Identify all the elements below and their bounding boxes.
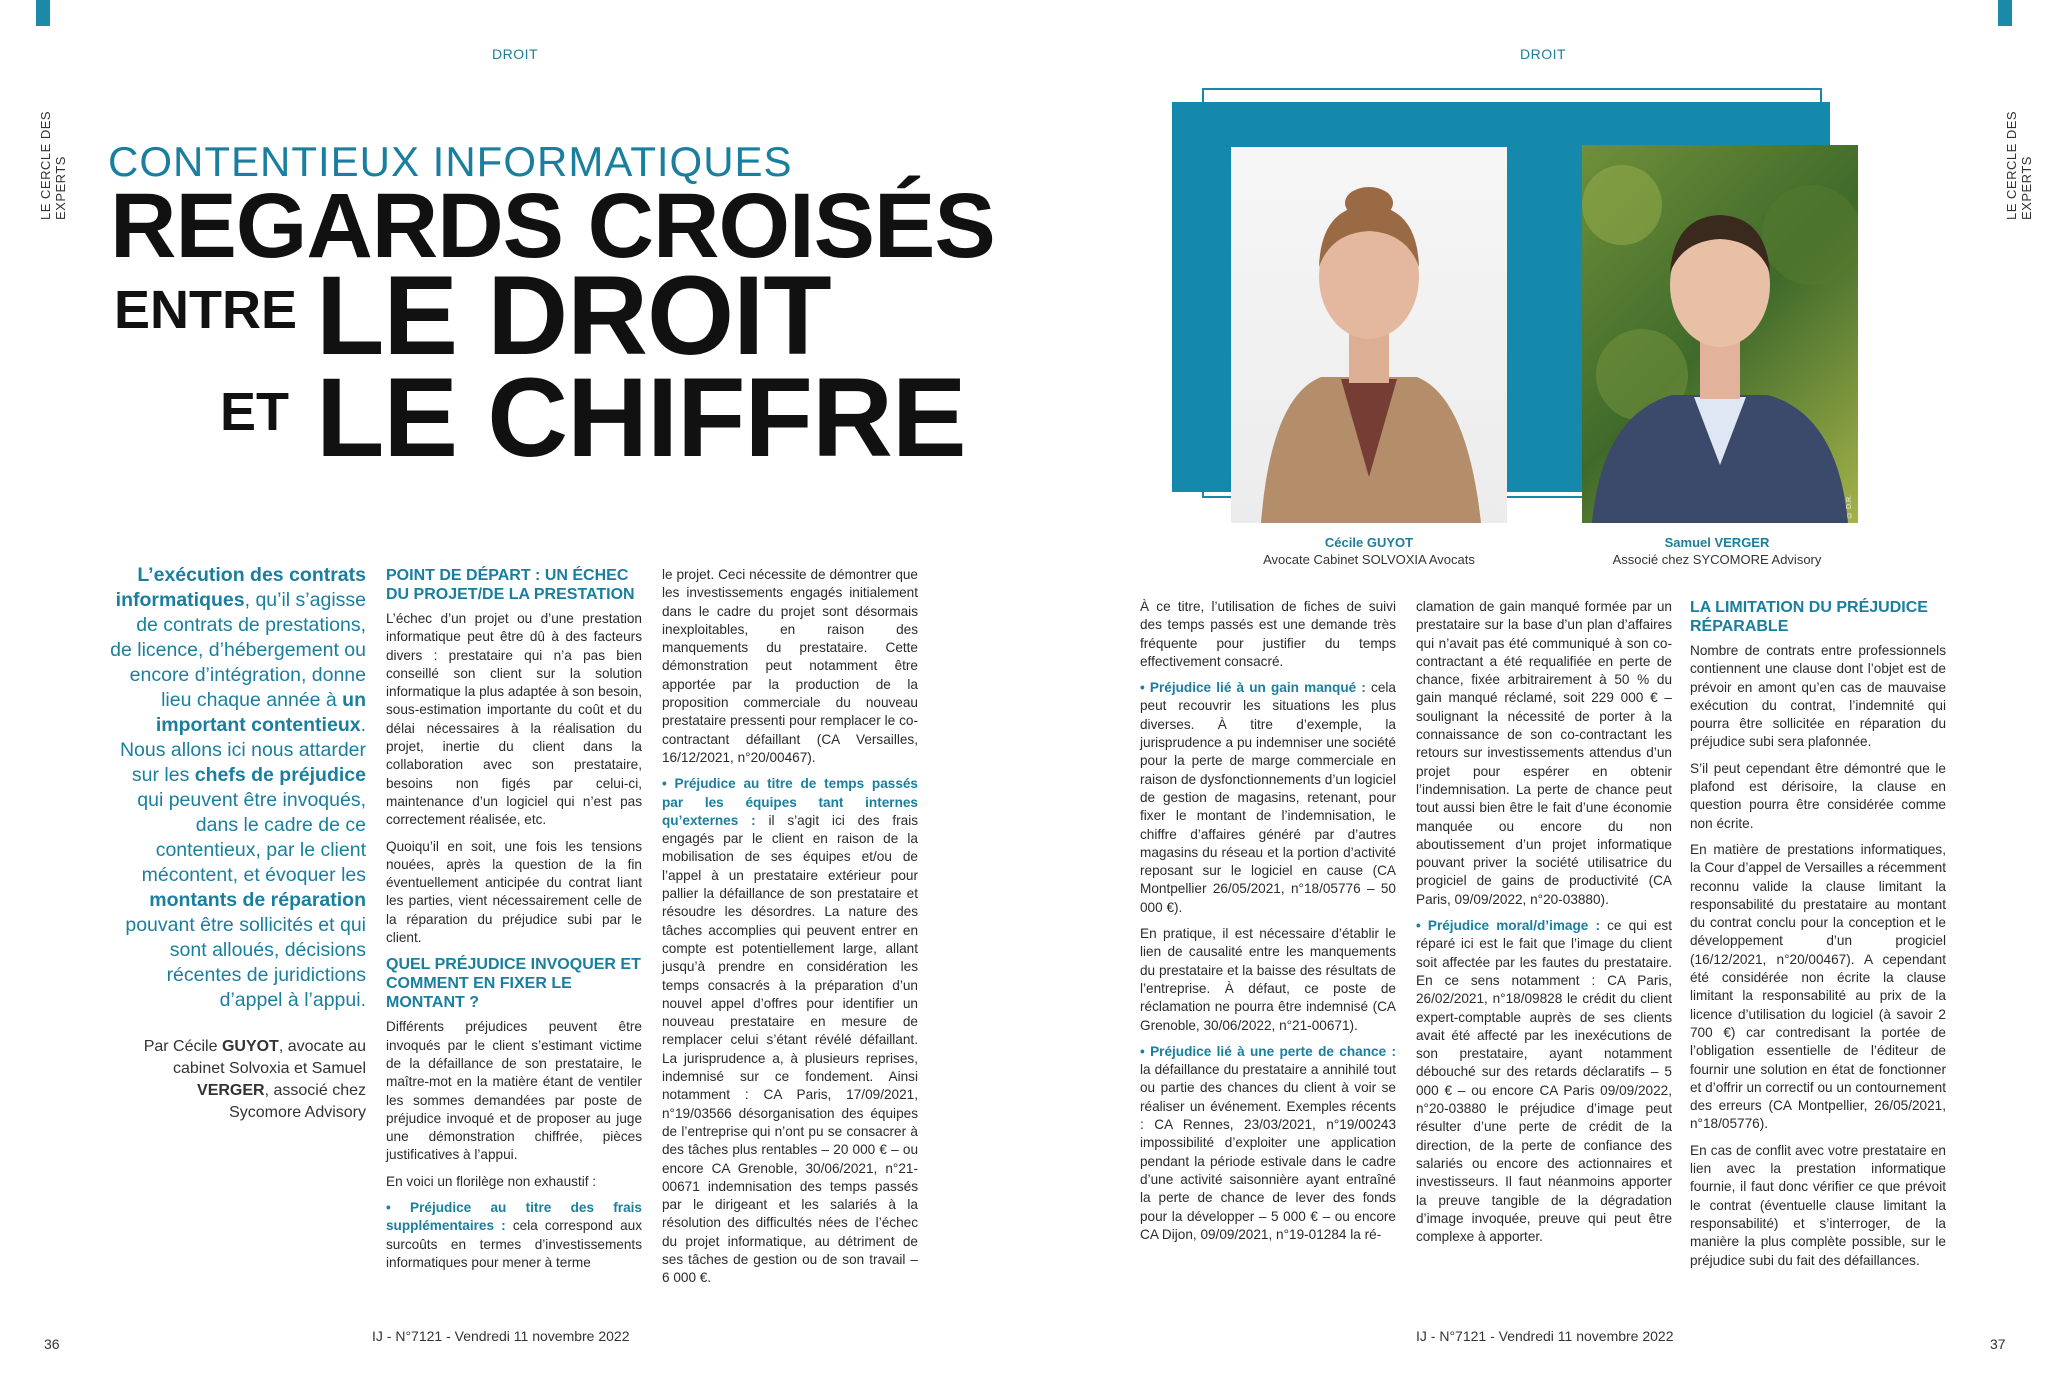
portrait-samuel-verger [1582,145,1858,523]
text-run: , associé chez Sycomore Advisory [229,1082,366,1121]
text-run: À ce titre, l’utilisation de fiches de suivi des temps passés est une demande très fréquente pour justifier du temps effectivement consacré. [1140,599,1396,669]
column-4 [1416,598,1672,1254]
paragraph [1690,642,1946,752]
text-run: clamation de gain manqué formée par un prestataire sur la base d’un plan d’affaires qui n’avait pas été communiqué à son co-contractant a été requalifiée en perte de chance, fixée arbitrairement à 50 % du gain manqué réclamé, soit 229 000 € – soulignant la nécessité de porter à la connaissance de son co-contractant les retours sur investissements attendus d’un projet pour espérer en obtenir l’indemnisation. La perte de chance peut tout aussi bien être le fait d’une économie manquée ou encore du non aboutissement d’un projet informatique pouvant priver la société utilisatrice du progiciel de gains de productivité (CA Paris, 09/09/2022, n°20-03880). [1416,599,1672,907]
running-head-right: LE CERCLE DES EXPERTS [2004,110,2034,220]
paragraph [1690,841,1946,1134]
text-run: S’il peut cependant être démontré que le plafond est dérisoire, la clause en question pourra être considérée comme non écrite. [1690,760,1946,831]
photo-credit-1: © D.R. [1496,495,1503,518]
text-run: pouvant être sollicités et qui sont alloués, décisions récentes de juridictions d’appel à l’appui. [125,914,366,1011]
issue-line-right: IJ - N°7121 - Vendredi 11 novembre 2022 [1416,1328,1674,1344]
keyword: • Préjudice lié à une perte de chance : [1140,1043,1396,1059]
text-run: cela peut recouvrir les situations les plus diverses. À titre d’exemple, la jurisprudence a pu indemniser une société pour la perte de marge commerciale en raison de dysfonctionnements d’un logiciel de gestion de magasins, retenant, pour fixer le montant de l’indemnisation, le chiffre d’affaires généré par d’autres magasins du réseau et la portion d’activité reposant sur le logiciel en cause (CA Montpellier 26/05/2021, n°18/05776 – 50 000 €). [1140,680,1396,915]
emphasis-text: VERGER [197,1082,265,1099]
page-number-left: 36 [44,1336,60,1352]
keyword: • Préjudice au titre des frais supplémentaires : [386,1200,642,1234]
running-head-left: LE CERCLE DES EXPERTS [38,110,68,220]
title-word-et: ET [220,382,290,442]
paragraph [1690,1142,1946,1270]
issue-line-left: IJ - N°7121 - Vendredi 11 novembre 2022 [372,1328,630,1344]
caption-samuel-verger [1572,534,1862,568]
section-label-right: DROIT [1520,46,1567,62]
right-page-tab [1998,0,2012,26]
intro-paragraph [110,563,366,1013]
paragraph [386,610,642,830]
text-run: qui peuvent être invoqués, dans le cadre de ce contentieux, par le client mécontent, et évoquer les [137,789,366,886]
text-run: il s’agit ici des frais engagés par le client en raison de la mobilisation de ses équipes et/ou de l’appel à un prestataire extérieur pour pallier la défaillance de son prestataire et résoudre les désordres. La nature des tâches accomplies qui peuvent entrer en compte est potentiellement large, allant jusqu’à prendre en considération les temps consacrés à la préparation d’un nouvel appel d’offres pour identifier un nouveau prestataire en mesure de remplacer celui s’étant révélé défaillant. La jurisprudence a, à plusieurs reprises, indemnisé sur ce fondement. Ainsi notamment : CA Paris, 17/09/2021, n°19/03566 désorganisation des équipes de l’entreprise qui n’ont pu se consacrer à des tâches plus rentables – 20 000 € – ou encore CA Grenoble, 30/06/2021, n°21-00671 indemnisation des temps passés par le dirigeant et les salariés à la résolution des difficultés nées de l’échec du projet informatique, au détriment de ses tâches de gestion ou de son travail – 6 000 €. [662,812,919,1286]
paragraph [1416,917,1672,1246]
paragraph [1140,598,1396,671]
text-run: En voici un florilège non exhaustif : [386,1173,597,1189]
paragraph [1690,760,1946,833]
column-heading: LA LIMITATION DU PRÉJUDICE RÉPARABLE [1690,599,1928,635]
paragraph [662,566,918,767]
column-heading: QUEL PRÉJUDICE INVOQUER ET COMMENT EN FIXER LE MONTANT ? [386,956,641,1012]
column-2 [662,566,918,1296]
left-page-tab [36,0,50,26]
emphasis-text: L’exécution des contrats informatiques [115,564,366,611]
portrait-cecile-guyot [1231,147,1507,523]
text-run: , avocate au cabinet Solvoxia et Samuel [173,1038,366,1077]
caption-name: Samuel VERGER [1664,535,1770,550]
text-run: En matière de prestations informatiques, la Cour d’appel de Versailles a récemment reconnu valide la clause limitant la responsabilité du prestataire au montant du contrat conclu pour la conception et le développement d’un progiciel (16/12/2021, n°20/00467). A cependant été considérée non écrite la clause limitant la responsabilité au prix de la licence d’utilisation du logiciel (à savoir 2 700 €) car contredisant la portée de l’obligation essentielle de l’éditeur de fournir une solution en état de fonctionner et d’offrir un correctif ou un contournement des erreurs (CA Montpellier, 26/05/2021, n°18/05776). [1690,841,1946,1132]
paragraph [386,838,642,948]
text-run: En cas de conflit avec votre prestataire en lien avec la prestation informatique fournie, il faut donc vérifier ce que prévoit le contrat (éventuelle clause limitant la responsabilité) et s’interroger, de la manière la plus complète possible, sur le préjudice subi du fait des défaillances. [1690,1142,1946,1268]
title-line-3: LE CHIFFRE [316,355,966,480]
emphasis-text: un important contentieux [155,689,366,736]
photo-credit-2: © D.R. [1846,495,1853,518]
paragraph [662,775,918,1287]
text-run: la défaillance du prestataire a annihilé tout ou partie des chances du client à voir se réaliser un événement. Exemples récents : CA Rennes, 23/03/2021, n°19/00243 impossibilité d’exploiter une application pendant la période estivale dans le cadre d’une activité saisonnière ayant entraîné la perte de chance de lever des fonds pour la développer – 5 000 € – ou encore CA Dijon, 09/09/2021, n°19-01284 la ré- [1140,1062,1396,1242]
title-word-entre: ENTRE [114,280,298,340]
column-5 [1690,598,1946,1278]
caption-role: Avocate Cabinet SOLVOXIA Avocats [1263,552,1475,567]
emphasis-text: GUYOT [221,1038,279,1055]
emphasis-text: montants de réparation [149,889,366,911]
text-run: le projet. Ceci nécessite de démontrer que les investissements engagés initialement dans le cadre du projet sont désormais inexploitables, en raison des manquements du prestataire. Cette démonstration peut notamment être apportée par la production de la proposition commerciale du nouveau prestataire pressenti pour remplacer le co-contractant défaillant (CA Versailles, 16/12/2021, n°20/00467). [662,567,918,765]
section-label-left: DROIT [492,46,539,62]
caption-name: Cécile GUYOT [1324,535,1414,550]
keyword: • Préjudice lié à un gain manqué : [1140,680,1366,696]
paragraph [386,1173,642,1191]
paragraph [386,1018,642,1164]
column-3 [1140,598,1396,1252]
keyword: • Préjudice au titre de temps passés par les équipes tant internes qu’externes : [662,776,918,828]
text-run: En pratique, il est nécessaire d’établir le lien de causalité entre les manquements du prestataire et la baisse des résultats de l’entreprise. À défaut, ce poste de réclamation ne pourra être indemnisé (CA Grenoble, 30/06/2022, n°21-00671). [1140,926,1396,1033]
text-run: cela correspond aux surcoûts en termes d’investissements informatiques pour mener à terme [386,1218,642,1270]
text-run: . Nous allons ici nous attarder sur les [119,714,366,786]
text-run: Quoiqu’il en soit, une fois les tensions nouées, après la question de la fin éventuellement anticipée du contrat liant les parties, vient nécessairement celle de la réparation du préjudice subi par le client. [386,838,642,946]
column-1 [386,566,642,1280]
paragraph [1140,1043,1396,1244]
paragraph [1140,679,1396,917]
keyword: • Préjudice moral/d’image : [1416,918,1601,934]
title-line-1: REGARDS CROISÉS [110,175,995,277]
emphasis-text: chefs de préjudice [194,764,366,786]
caption-role: Associé chez SYCOMORE Advisory [1612,552,1822,567]
text-run: Par Cécile [143,1038,222,1055]
paragraph [1416,598,1672,909]
paragraph [1140,925,1396,1035]
text-run: , qu’il s’agisse de contrats de prestations, de licence, d’hébergement ou encore d’intégration, donne lieu chaque année à [110,589,366,711]
text-run: ce qui est réparé ici est le fait que l’image du client soit affectée par les fautes du prestataire. En ce sens notamment : CA Paris, 26/02/2021, n°18/09828 le crédit du client expert-comptable auprès de ses clients avait été affecté par les inexécutions de son prestataire, ayant notamment débouché sur des retards déclaratifs – 5 000 € – ou encore CA Paris 09/09/2022, n°20-03880 le préjudice d’image peut résulter d’une perte de crédit de la direction, de la perte de confiance des salariés ou encore des actionnaires et investisseurs. Il faut néanmoins apporter la preuve tangible de la dégradation d’image invoquée, preuve qui peut être complexe à apporter. [1416,918,1673,1245]
column-heading: POINT DE DÉPART : UN ÉCHEC DU PROJET/DE LA PRESTATION [386,567,635,603]
paragraph [386,1199,642,1272]
title-kicker: CONTENTIEUX INFORMATIQUES [108,138,793,185]
text-run: Nombre de contrats entre professionnels contiennent une clause dont l’objet est de prévoir en amont qu’en cas de mauvaise exécution du contrat, l’indemnité qui pourra être sollicitée en réparation du préjudice subi sera plafonnée. [1690,643,1946,750]
title-line-2: LE DROIT [316,253,831,378]
text-run: L’échec d’un projet ou d’une prestation informatique peut être dû à des facteurs divers : prestataire qui n’a pas bien conseillé son client sur la solution informatique la plus adaptée à son besoin, sous-estimation importante du coût et du délai nécessaires à la réalisation du projet, inertie du client dans la collaboration avec son prestataire, besoins non figés par celui-ci, maintenance d’un logiciel qui n’est pas correctement réalisée, etc. [386,611,642,828]
caption-cecile-guyot [1224,534,1514,568]
text-run: Différents préjudices peuvent être invoqués par le client s’estimant victime de la défaillance de son prestataire, le maître-mot en la matière étant de ventiler les sommes demandées par poste de préjudice invoqué et de proposer au juge une démonstration chiffrée, pièces justificatives à l’appui. [386,1019,642,1163]
byline [140,1036,366,1124]
page-number-right: 37 [1990,1336,2006,1352]
